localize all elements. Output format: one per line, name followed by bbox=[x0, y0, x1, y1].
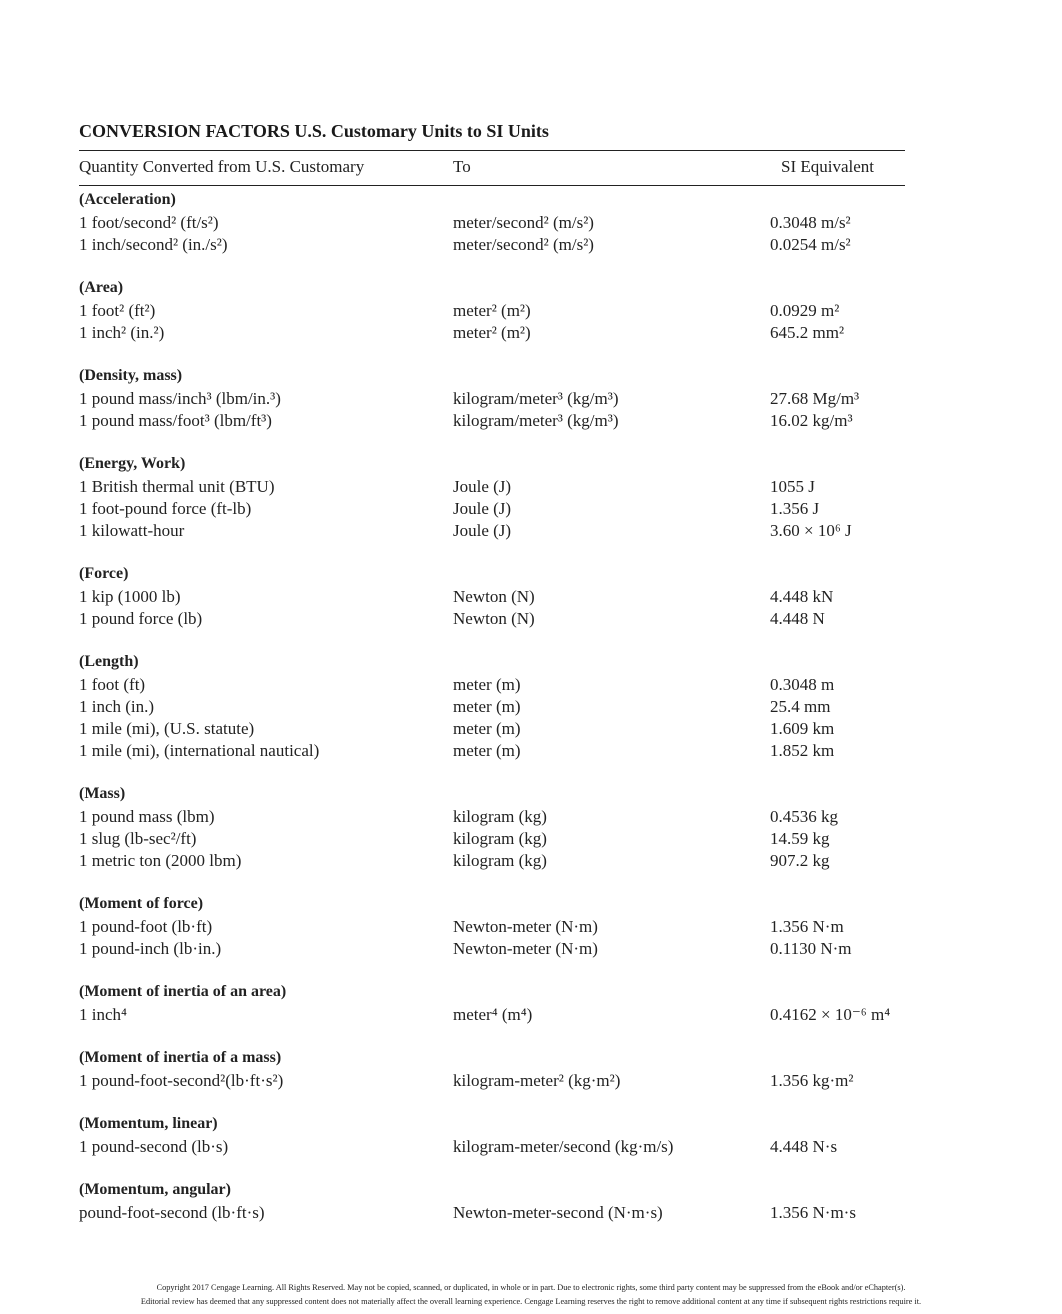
table-title: CONVERSION FACTORS U.S. Customary Units to SI Units bbox=[79, 121, 549, 141]
cell-from: 1 pound-foot (lb·ft) bbox=[79, 917, 213, 936]
cell-to: meter (m) bbox=[453, 741, 521, 760]
cell-si: 0.0254 m/s² bbox=[770, 235, 851, 254]
section-heading: (Momentum, angular) bbox=[79, 1181, 231, 1198]
table-row bbox=[0, 389, 1062, 411]
cell-to: Newton-meter (N·m) bbox=[453, 917, 598, 936]
section-heading: (Moment of force) bbox=[79, 895, 204, 912]
cell-si: 4.448 N bbox=[770, 609, 825, 628]
cell-si: 645.2 mm² bbox=[770, 323, 845, 342]
cell-si: 1.852 km bbox=[770, 741, 835, 760]
cell-si: 4.448 N·s bbox=[770, 1137, 838, 1156]
cell-from: 1 mile (mi), (international nautical) bbox=[79, 741, 320, 760]
cell-from: 1 metric ton (2000 lbm) bbox=[79, 851, 242, 870]
cell-si: 25.4 mm bbox=[770, 697, 831, 716]
cell-to: Joule (J) bbox=[453, 521, 512, 540]
cell-from: 1 mile (mi), (U.S. statute) bbox=[79, 719, 255, 738]
cell-to: Newton (N) bbox=[453, 609, 535, 628]
table-row bbox=[0, 1203, 1062, 1225]
cell-from: 1 kilowatt-hour bbox=[79, 521, 185, 540]
table-row bbox=[0, 807, 1062, 829]
table-row bbox=[0, 411, 1062, 433]
cell-to: Joule (J) bbox=[453, 499, 512, 518]
cell-from: 1 kip (1000 lb) bbox=[79, 587, 181, 606]
copyright-line-2: Editorial review has deemed that any suppressed content does not materially affect the overall learning experience. Cengage Learning reserves the right to remove additional content at any time if subsequent rights restrictions require it. bbox=[140, 1297, 922, 1306]
cell-si: 0.3048 m/s² bbox=[770, 213, 851, 232]
section-heading: (Density, mass) bbox=[79, 367, 183, 384]
cell-to: meter/second² (m/s²) bbox=[453, 235, 594, 254]
table-row bbox=[0, 741, 1062, 763]
cell-si: 1.356 N·m bbox=[770, 917, 844, 936]
cell-si: 14.59 kg bbox=[770, 829, 830, 848]
cell-from: 1 foot-pound force (ft-lb) bbox=[79, 499, 252, 518]
section-heading: (Acceleration) bbox=[79, 191, 176, 208]
cell-from: 1 pound mass (lbm) bbox=[79, 807, 215, 826]
section-heading: (Length) bbox=[79, 653, 139, 670]
cell-si: 1.356 kg·m² bbox=[770, 1071, 854, 1090]
cell-from: 1 inch/second² (in./s²) bbox=[79, 235, 228, 254]
cell-si: 0.3048 m bbox=[770, 675, 835, 694]
column-header-to: To bbox=[453, 157, 471, 176]
cell-from: 1 inch (in.) bbox=[79, 697, 155, 716]
cell-si: 1055 J bbox=[770, 477, 815, 496]
table-row bbox=[0, 521, 1062, 543]
cell-si: 16.02 kg/m³ bbox=[770, 411, 853, 430]
cell-from: 1 pound-second (lb·s) bbox=[79, 1137, 229, 1156]
table-row bbox=[0, 939, 1062, 961]
column-header-si: SI Equivalent bbox=[781, 157, 875, 176]
table-row bbox=[0, 917, 1062, 939]
cell-to: kilogram-meter/second (kg·m/s) bbox=[453, 1137, 674, 1156]
cell-from: 1 British thermal unit (BTU) bbox=[79, 477, 275, 496]
section-heading: (Force) bbox=[79, 565, 129, 582]
cell-si: 0.4162 × 10⁻⁶ m⁴ bbox=[770, 1005, 891, 1024]
cell-to: meter⁴ (m⁴) bbox=[453, 1005, 533, 1024]
cell-to: meter (m) bbox=[453, 697, 521, 716]
cell-si: 4.448 kN bbox=[770, 587, 834, 606]
cell-to: meter/second² (m/s²) bbox=[453, 213, 594, 232]
table-row bbox=[0, 477, 1062, 499]
cell-to: meter (m) bbox=[453, 719, 521, 738]
cell-si: 1.356 N·m·s bbox=[770, 1203, 856, 1222]
column-header-from: Quantity Converted from U.S. Customary bbox=[79, 157, 365, 176]
cell-to: Newton-meter-second (N·m·s) bbox=[453, 1203, 663, 1222]
header-rule bbox=[79, 185, 905, 186]
section-heading: (Area) bbox=[79, 279, 124, 296]
cell-to: meter (m) bbox=[453, 675, 521, 694]
cell-si: 0.4536 kg bbox=[770, 807, 838, 826]
cell-to: kilogram/meter³ (kg/m³) bbox=[453, 411, 619, 430]
cell-from: 1 slug (lb-sec²/ft) bbox=[79, 829, 197, 848]
section-heading: (Mass) bbox=[79, 785, 126, 802]
copyright-line-1: Copyright 2017 Cengage Learning. All Rights Reserved. May not be copied, scanned, or duplicated, in whole or in part. Due to electronic rights, some third party content may be suppressed from the eBook and/or eChapter(s). bbox=[156, 1283, 906, 1292]
cell-si: 27.68 Mg/m³ bbox=[770, 389, 860, 408]
cell-si: 1.609 km bbox=[770, 719, 835, 738]
table-row bbox=[0, 1137, 1062, 1159]
cell-to: Joule (J) bbox=[453, 477, 512, 496]
cell-from: 1 foot/second² (ft/s²) bbox=[79, 213, 219, 232]
table-row bbox=[0, 609, 1062, 631]
table-row bbox=[0, 213, 1062, 235]
cell-from: 1 inch² (in.²) bbox=[79, 323, 165, 342]
section-heading: (Moment of inertia of an area) bbox=[79, 983, 287, 1000]
cell-from: 1 pound mass/foot³ (lbm/ft³) bbox=[79, 411, 272, 430]
cell-si: 1.356 J bbox=[770, 499, 820, 518]
table-row bbox=[0, 1071, 1062, 1093]
top-rule bbox=[79, 150, 905, 151]
table-row bbox=[0, 587, 1062, 609]
cell-si: 907.2 kg bbox=[770, 851, 830, 870]
cell-to: kilogram (kg) bbox=[453, 807, 547, 826]
table-row bbox=[0, 499, 1062, 521]
table-row bbox=[0, 851, 1062, 873]
cell-to: Newton (N) bbox=[453, 587, 535, 606]
cell-to: kilogram/meter³ (kg/m³) bbox=[453, 389, 619, 408]
cell-from: 1 foot (ft) bbox=[79, 675, 146, 694]
cell-si: 0.0929 m² bbox=[770, 301, 840, 320]
section-heading: (Energy, Work) bbox=[79, 455, 186, 472]
table-row bbox=[0, 697, 1062, 719]
cell-from: 1 inch⁴ bbox=[79, 1005, 127, 1024]
table-row bbox=[0, 719, 1062, 741]
cell-to: kilogram (kg) bbox=[453, 851, 547, 870]
cell-si: 0.1130 N·m bbox=[770, 939, 852, 958]
cell-to: Newton-meter (N·m) bbox=[453, 939, 598, 958]
table-row bbox=[0, 235, 1062, 257]
cell-si: 3.60 × 10⁶ J bbox=[770, 521, 852, 540]
cell-from: 1 pound mass/inch³ (lbm/in.³) bbox=[79, 389, 281, 408]
cell-to: meter² (m²) bbox=[453, 323, 531, 342]
cell-from: 1 pound force (lb) bbox=[79, 609, 203, 628]
section-heading: (Moment of inertia of a mass) bbox=[79, 1049, 282, 1066]
cell-to: kilogram-meter² (kg·m²) bbox=[453, 1071, 621, 1090]
table-row bbox=[0, 301, 1062, 323]
section-heading: (Momentum, linear) bbox=[79, 1115, 218, 1132]
cell-from: pound-foot-second (lb·ft·s) bbox=[79, 1203, 265, 1222]
cell-to: meter² (m²) bbox=[453, 301, 531, 320]
table-row bbox=[0, 675, 1062, 697]
cell-to: kilogram (kg) bbox=[453, 829, 547, 848]
cell-from: 1 pound-inch (lb·in.) bbox=[79, 939, 222, 958]
cell-from: 1 pound-foot-second²(lb·ft·s²) bbox=[79, 1071, 284, 1090]
cell-from: 1 foot² (ft²) bbox=[79, 301, 156, 320]
table-row bbox=[0, 1005, 1062, 1027]
table-row bbox=[0, 829, 1062, 851]
table-row bbox=[0, 323, 1062, 345]
